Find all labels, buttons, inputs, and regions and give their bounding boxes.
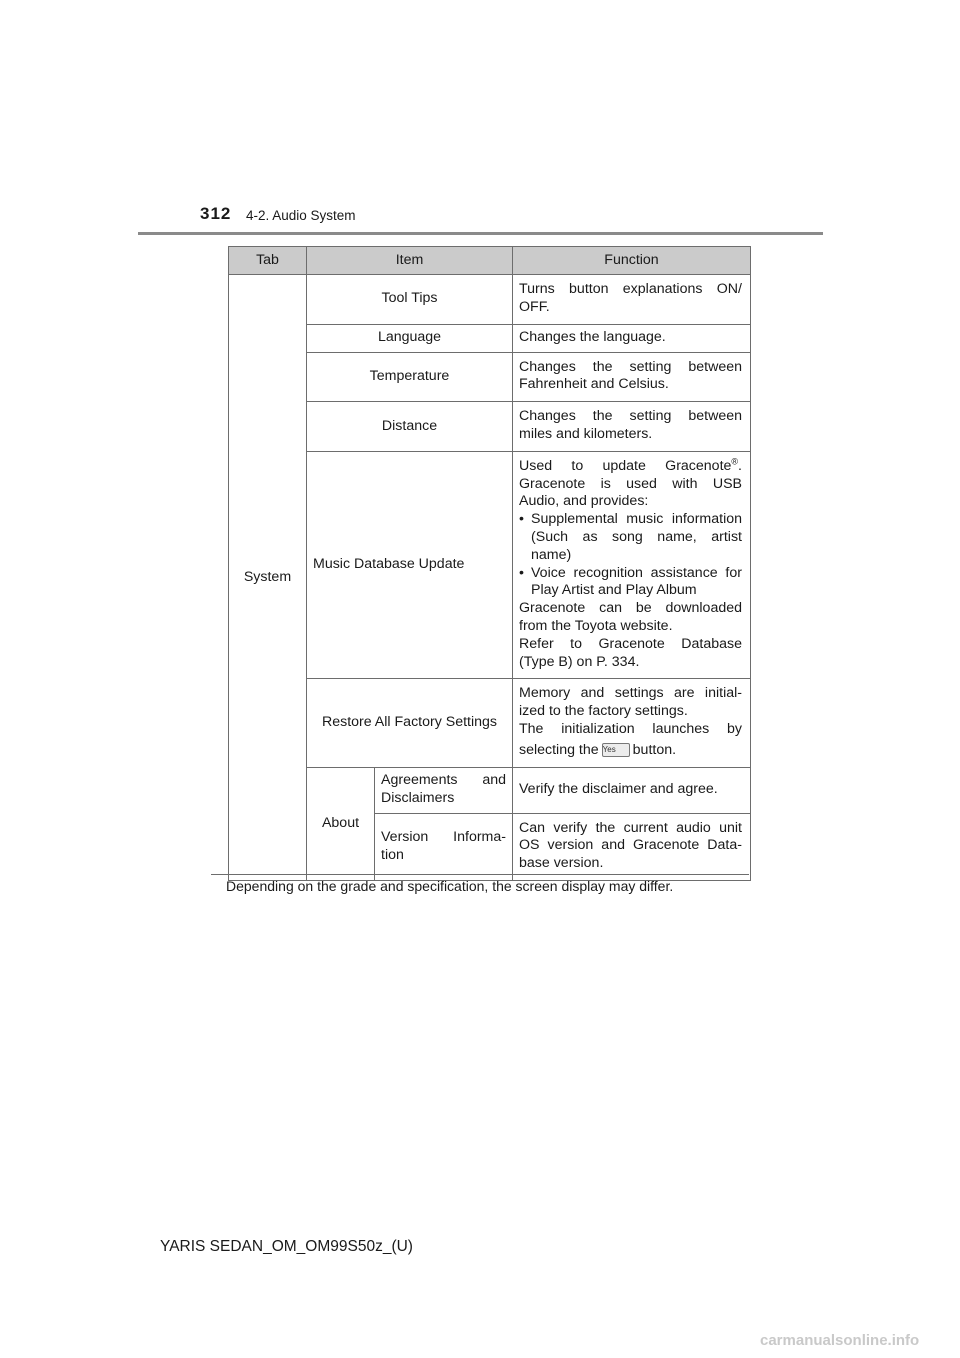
table-row [229, 275, 751, 325]
tab-cell-system: System [229, 275, 307, 881]
subitem-cell: Agreements and Disclaimers [375, 767, 513, 813]
function-line: Gracenote is used with USB [519, 475, 742, 492]
function-line: The initialization launches by [519, 720, 742, 737]
bullet-item [519, 565, 742, 601]
function-line: Changes the setting between [519, 358, 742, 375]
function-line: Changes the setting between [519, 408, 742, 425]
function-line: Memory and settings are initial- [519, 685, 742, 702]
function-line: miles and kilometers. [519, 425, 653, 442]
function-cell [513, 352, 751, 402]
function-line: Audio, and provides: [519, 493, 649, 510]
function-cell [513, 813, 751, 880]
item-cell: Music Database Update [307, 451, 513, 679]
header-divider [138, 232, 823, 235]
table-row [229, 451, 751, 679]
yes-button-icon: Yes [602, 743, 630, 757]
bullet-text: Supplemental music information (Such as song name, artist name) [531, 511, 742, 563]
section-title: 4-2. Audio System [246, 208, 356, 223]
function-line: Verify the disclaimer and agree. [519, 780, 718, 797]
bullet-mark: • [519, 564, 524, 581]
settings-table [228, 246, 751, 881]
item-cell-about: About [307, 767, 375, 880]
function-cell [513, 275, 751, 325]
watermark: carmanualsonline.info [760, 1332, 920, 1349]
function-line: Used to update Gracenote®. [519, 456, 742, 474]
manual-code: YARIS SEDAN_OM_OM99S50z_(U) [160, 1238, 413, 1255]
function-cell [513, 402, 751, 452]
column-header-tab: Tab [229, 247, 307, 275]
function-line: Turns button explanations ON/ [519, 281, 742, 297]
function-line: OFF. [519, 298, 550, 315]
function-cell [513, 324, 751, 352]
footnote: Depending on the grade and specification, the screen display may differ. [226, 878, 674, 894]
item-cell: Tool Tips [307, 275, 513, 325]
item-cell: Restore All Factory Settings [307, 679, 513, 767]
column-header-item: Item [307, 247, 513, 275]
function-line: Fahrenheit and Celsius. [519, 376, 669, 393]
column-header-function: Function [513, 247, 751, 275]
function-line: selecting the Yes button. [519, 741, 677, 758]
page-number: 312 [200, 204, 232, 223]
function-cell [513, 679, 751, 767]
item-cell: Temperature [307, 352, 513, 402]
table-row [229, 324, 751, 352]
footnote-divider [211, 874, 749, 875]
bullet-mark: • [519, 511, 524, 528]
function-line: Gracenote can be downloaded [519, 600, 742, 617]
table-row [229, 352, 751, 402]
function-line: base version. [519, 855, 604, 872]
function-cell [513, 767, 751, 813]
function-line: Can verify the current audio unit [519, 819, 742, 836]
subitem-cell: Version Informa- tion [375, 813, 513, 880]
function-line: (Type B) on P. 334. [519, 653, 640, 670]
function-line: Refer to Gracenote Database [519, 635, 742, 652]
table-row [229, 679, 751, 767]
function-cell [513, 451, 751, 679]
table-row [229, 767, 751, 813]
table-row [229, 402, 751, 452]
function-line: Changes the language. [519, 328, 666, 345]
bullet-item [519, 511, 742, 564]
registered-mark: ® [731, 456, 739, 467]
table-header-row [229, 247, 751, 275]
item-cell: Language [307, 324, 513, 352]
function-line: from the Toyota website. [519, 617, 673, 634]
item-cell: Distance [307, 402, 513, 452]
function-line: OS version and Gracenote Data- [519, 837, 742, 854]
function-line: ized to the factory settings. [519, 703, 688, 720]
bullet-text: Voice recognition assistance for Play Artist and Play Album [531, 564, 742, 599]
